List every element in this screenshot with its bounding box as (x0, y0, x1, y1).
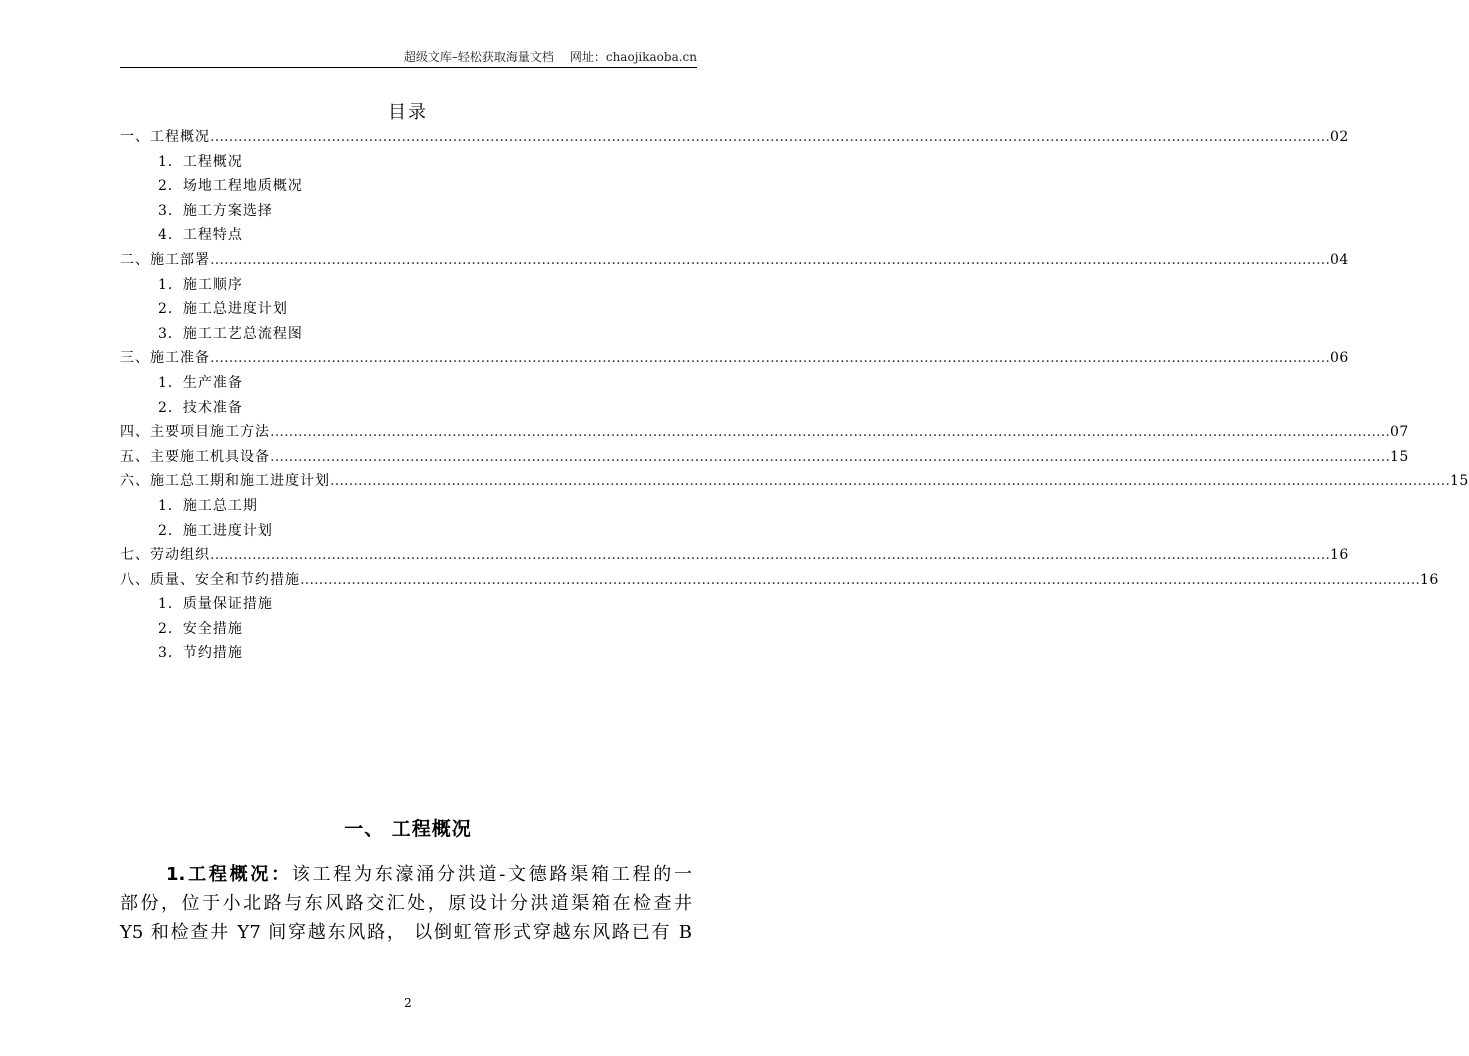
dot-leader: …………………………………………………………………………………………………………………………………………………………………………………………………………………… (210, 129, 1330, 145)
dot-leader: …………………………………………………………………………………………………………………………………………………………………………………………………………………… (330, 473, 1450, 490)
toc-entry-page: 16 (1420, 571, 1439, 588)
lead-label: 1.工程概况： (166, 864, 292, 885)
header-site: 超级文库–轻松获取海量文档 (403, 50, 554, 64)
toc-entry[interactable] (120, 445, 1409, 470)
section-body (120, 860, 692, 947)
section-heading: 一、 工程概况 (344, 818, 472, 840)
toc-entry[interactable] (120, 592, 692, 617)
toc-entry[interactable] (120, 223, 692, 248)
toc-entry-label: 1．施工总工期 (158, 497, 258, 514)
toc-entry-label: 四、主要项目施工方法 (120, 424, 270, 441)
toc-entry[interactable] (120, 297, 692, 322)
toc-entry[interactable] (120, 519, 692, 544)
toc-entry[interactable] (120, 322, 692, 347)
toc-entry[interactable] (120, 469, 1469, 494)
toc-entry-label: 2．场地工程地质概况 (158, 178, 303, 195)
dot-leader: …………………………………………………………………………………………………………………………………………………………………………………………………………………… (270, 448, 1390, 465)
toc-entry[interactable] (120, 150, 692, 175)
toc-entry-label: 2．技术准备 (158, 399, 243, 416)
toc-entry[interactable] (120, 396, 692, 421)
toc-entry-label: 七、劳动组织 (120, 547, 210, 564)
toc-entry-label: 2．施工进度计划 (158, 522, 273, 539)
table-of-contents (120, 125, 1469, 666)
toc-entry[interactable] (120, 568, 1439, 593)
page-header (120, 48, 697, 65)
toc-entry[interactable] (120, 420, 1409, 445)
toc-entry-label: 1．施工顺序 (158, 276, 243, 293)
toc-entry-label: 3．施工工艺总流程图 (158, 325, 303, 342)
toc-entry[interactable] (120, 641, 692, 666)
toc-entry-label: 一、工程概况 (120, 129, 210, 145)
toc-entry-label: 3．节约措施 (158, 645, 243, 662)
toc-entry[interactable] (120, 543, 1349, 568)
toc-entry[interactable] (120, 273, 692, 298)
toc-entry-page: 06 (1330, 350, 1349, 367)
toc-entry-label: 二、施工部署 (120, 251, 210, 268)
paragraph-line: 1.工程概况：该工程为东濠涌分洪道-文德路渠箱工程的一 (166, 864, 692, 885)
dot-leader: …………………………………………………………………………………………………………………………………………………………………………………………………………………… (270, 424, 1390, 441)
toc-entry-label: 三、施工准备 (120, 350, 210, 367)
toc-entry-page: 15 (1390, 448, 1409, 465)
toc-entry-label: 八、质量、安全和节约措施 (120, 571, 300, 588)
dot-leader: …………………………………………………………………………………………………………………………………………………………………………………………………………………… (210, 251, 1330, 268)
toc-entry-label: 五、主要施工机具设备 (120, 448, 270, 465)
toc-entry[interactable] (120, 248, 1349, 273)
toc-entry[interactable] (120, 346, 1349, 371)
paragraph-line: Y5 和检查井 Y7 间穿越东风路， 以倒虹管形式穿越东风路已有 B (120, 922, 692, 943)
dot-leader: …………………………………………………………………………………………………………………………………………………………………………………………………………………… (210, 547, 1330, 564)
toc-entry[interactable] (120, 174, 692, 199)
toc-entry-label: 2．施工总进度计划 (158, 301, 288, 318)
toc-entry-label: 3．施工方案选择 (158, 202, 273, 219)
toc-entry-label: 1．质量保证措施 (158, 596, 273, 613)
toc-entry-label: 1．生产准备 (158, 374, 243, 391)
toc-entry-page: 15 (1450, 473, 1469, 490)
page-number: 2 (404, 996, 412, 1010)
header-rule (120, 67, 697, 68)
toc-entry-page: 02 (1330, 129, 1349, 145)
paragraph-line: 部份，位于小北路与东风路交汇处，原设计分洪道渠箱在检查井 (120, 893, 692, 914)
dot-leader: …………………………………………………………………………………………………………………………………………………………………………………………………………………… (210, 350, 1330, 367)
toc-entry[interactable] (120, 125, 1349, 150)
header-url: 网址：chaojikaoba.cn (569, 50, 697, 64)
toc-entry[interactable] (120, 617, 692, 642)
toc-entry-label: 1．工程概况 (158, 153, 243, 170)
toc-entry-label: 2．安全措施 (158, 620, 243, 637)
toc-entry[interactable] (120, 494, 692, 519)
toc-entry-page: 16 (1330, 547, 1349, 564)
toc-entry-page: 04 (1330, 251, 1349, 268)
toc-entry[interactable] (120, 371, 692, 396)
dot-leader: …………………………………………………………………………………………………………………………………………………………………………………………………………………… (300, 571, 1420, 588)
toc-entry-page: 07 (1390, 424, 1409, 441)
toc-title: 目录 (388, 102, 428, 123)
toc-entry-label: 六、施工总工期和施工进度计划 (120, 473, 330, 490)
toc-entry-label: 4．工程特点 (158, 227, 243, 244)
toc-entry[interactable] (120, 199, 692, 224)
